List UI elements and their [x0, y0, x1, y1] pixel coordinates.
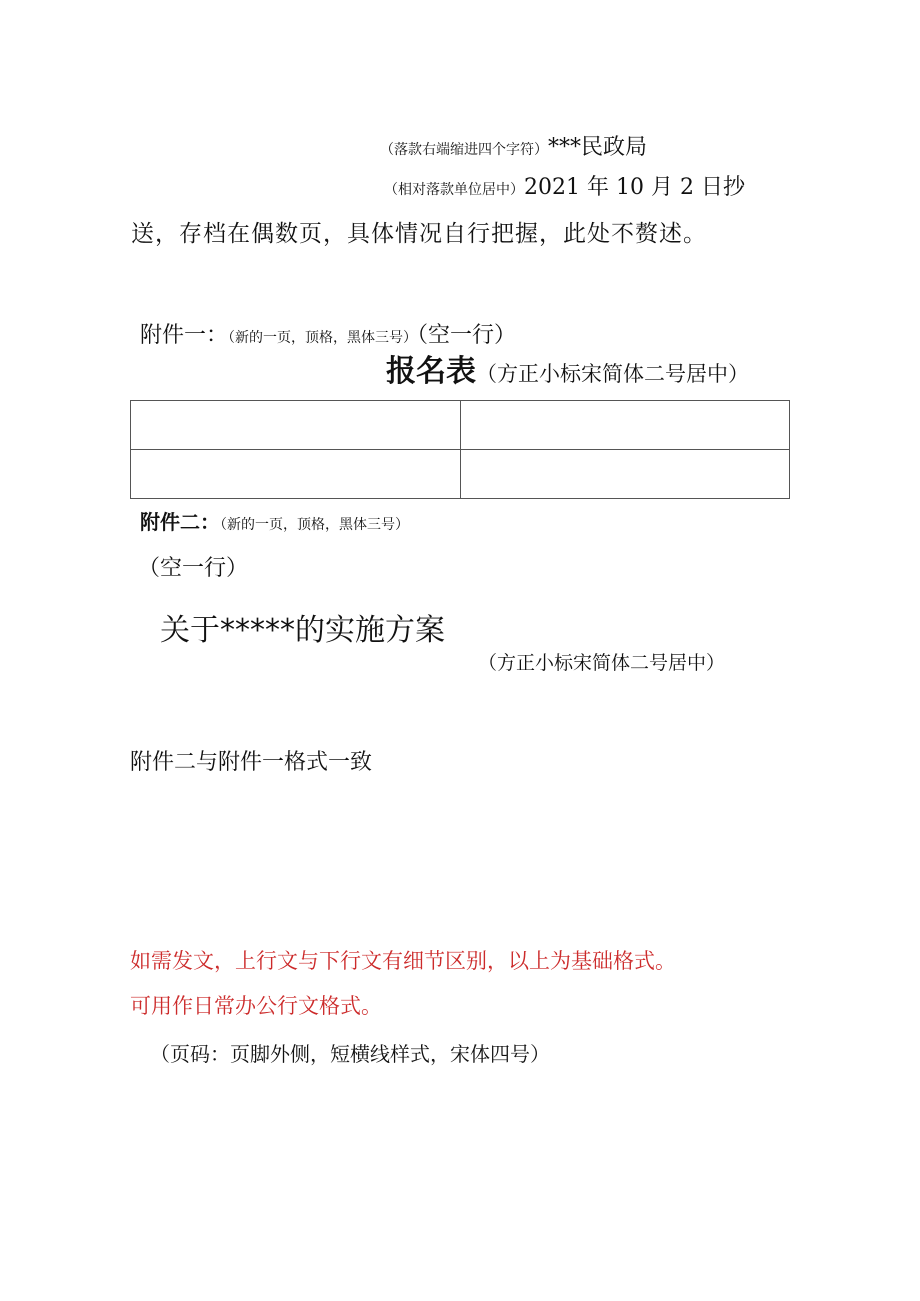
- red-instruction-note: 可用作日常办公行文格式。: [130, 994, 382, 1018]
- plan-title: 关于*****的实施方案: [160, 613, 445, 648]
- plan-title-note: （方正小标宋简体二号居中）: [478, 652, 726, 674]
- table-cell: [131, 450, 461, 499]
- attachment-format-note-part1: 附件二与附: [130, 750, 241, 775]
- signup-form-title-text: 报名表: [386, 354, 476, 389]
- signature-text: ***民政局: [548, 135, 648, 160]
- signature-note: （落款右端缩进四个字符）: [380, 142, 548, 158]
- date-note: （相对落款单位居中）: [384, 182, 524, 198]
- attachment-1-heading: [140, 318, 516, 349]
- attachment-1-label: 附件一：: [140, 323, 229, 348]
- attachment-1-blank-note: （空一行）: [417, 323, 517, 348]
- body-continuation-text: 送，存档在偶数页，具体情况自行把握，此处不赘述。: [131, 221, 707, 247]
- signup-form-title-note: （方正小标宋简体二号居中）: [476, 362, 749, 386]
- date-line: [384, 170, 745, 201]
- attachment-2-heading: [140, 506, 409, 535]
- date-text: 2021 年 10 月 2 日抄: [524, 175, 745, 200]
- table-cell: [131, 401, 461, 450]
- attachment-format-note-part2: 件一格式一致: [240, 750, 373, 775]
- table-cell: [460, 401, 790, 450]
- attachment-format-note: [130, 745, 372, 776]
- attachment-1-note: （新的一页，顶格，黑体三号）: [228, 330, 418, 346]
- attachment-2-note: （新的一页，顶格，黑体三号）: [220, 517, 409, 533]
- attachment-2-label: 附件二：: [140, 510, 220, 534]
- red-instruction-note: 如需发文，上行文与下行文有细节区别，以上为基础格式。: [130, 949, 676, 973]
- table-row: [131, 401, 790, 450]
- signature-line: [380, 130, 647, 161]
- signup-table: [130, 400, 790, 499]
- table-row: [131, 450, 790, 499]
- attachment-2-blank-note: （空一行）: [138, 556, 249, 581]
- table-cell: [460, 450, 790, 499]
- page-number-note: （页码：页脚外侧，短横线样式，宋体四号）: [150, 1042, 550, 1066]
- signup-form-title: [386, 346, 749, 390]
